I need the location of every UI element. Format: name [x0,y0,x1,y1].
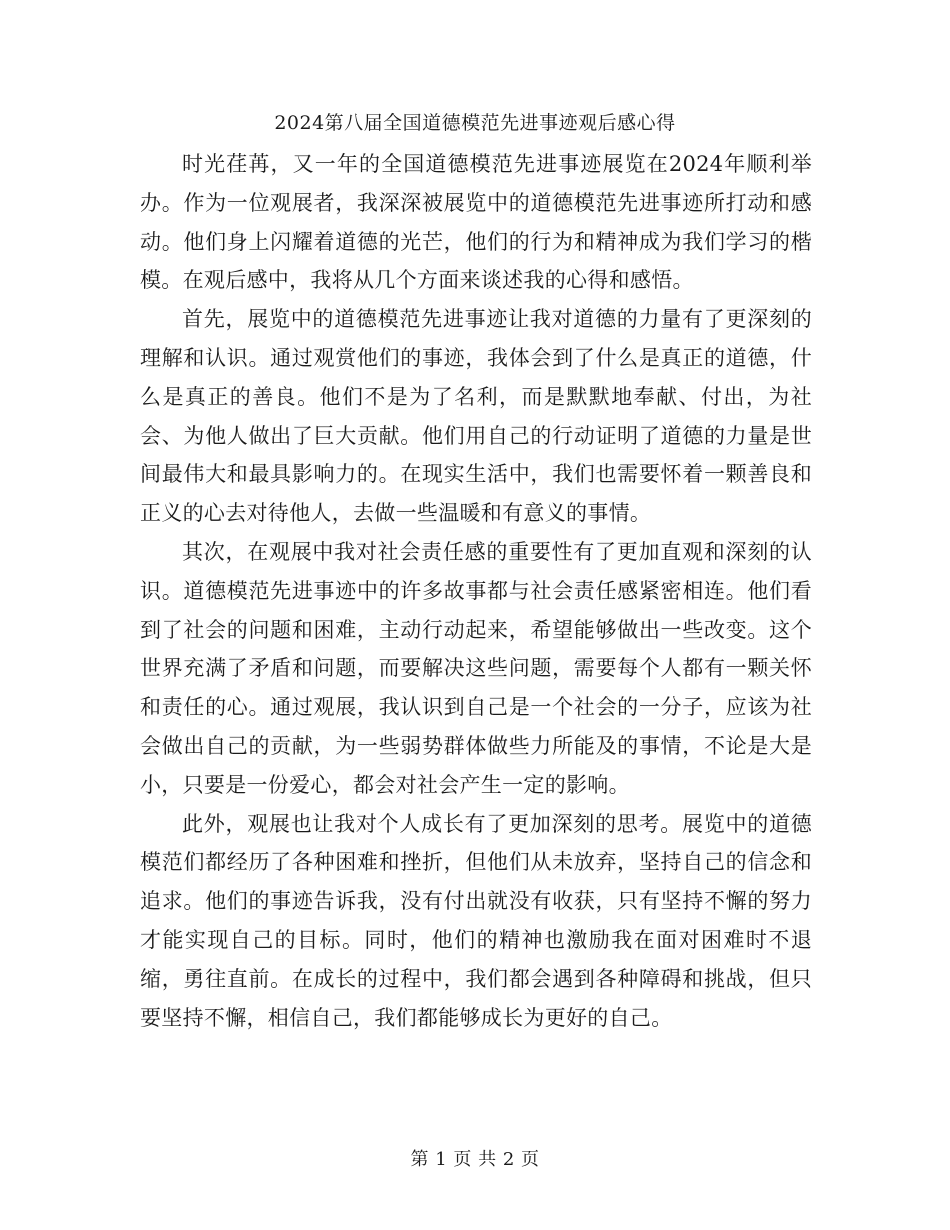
paragraph-second: 其次，在观展中我对社会责任感的重要性有了更加直观和深刻的认识。道德模范先进事迹中的许多故事都与社会责任感紧密相连。他们看到了社会的问题和困难，主动行动起来，希望能够做出一些改变。这个世界充满了矛盾和问题，而要解决这些问题，需要每个人都有一颗关怀和责任的心。通过观展，我认识到自己是一个社会的一分子，应该为社会做出自己的贡献，为一些弱势群体做些力所能及的事情，不论是大是小，只要是一份爱心，都会对社会产生一定的影响。 [140,539,812,797]
paragraph-first: 首先，展览中的道德模范先进事迹让我对道德的力量有了更深刻的理解和认识。通过观赏他们的事迹，我体会到了什么是真正的道德，什么是真正的善良。他们不是为了名利，而是默默地奉献、付出，为社会、为他人做出了巨大贡献。他们用自己的行动证明了道德的力量是世间最伟大和最具影响力的。在现实生活中，我们也需要怀着一颗善良和正义的心去对待他人，去做一些温暖和有意义的事情。 [140,307,812,526]
page-number-footer: 第 1 页 共 2 页 [410,1149,540,1170]
paragraph-intro: 时光荏苒，又一年的全国道德模范先进事迹展览在2024年顺利举办。作为一位观展者，我深深被展览中的道德模范先进事迹所打动和感动。他们身上闪耀着道德的光芒，他们的行为和精神成为我们学习的楷模。在观后感中，我将从几个方面来谈述我的心得和感悟。 [140,152,812,293]
document-body [140,145,812,1037]
paragraph-third: 此外，观展也让我对个人成长有了更加深刻的思考。展览中的道德模范们都经历了各种困难和挫折，但他们从未放弃，坚持自己的信念和追求。他们的事迹告诉我，没有付出就没有收获，只有坚持不懈的努力才能实现自己的目标。同时，他们的精神也激励我在面对困难时不退缩，勇往直前。在成长的过程中，我们都会遇到各种障碍和挑战，但只要坚持不懈，相信自己，我们都能够成长为更好的自己。 [140,811,812,1030]
document-title: 2024第八届全国道德模范先进事迹观后感心得 [274,112,676,134]
